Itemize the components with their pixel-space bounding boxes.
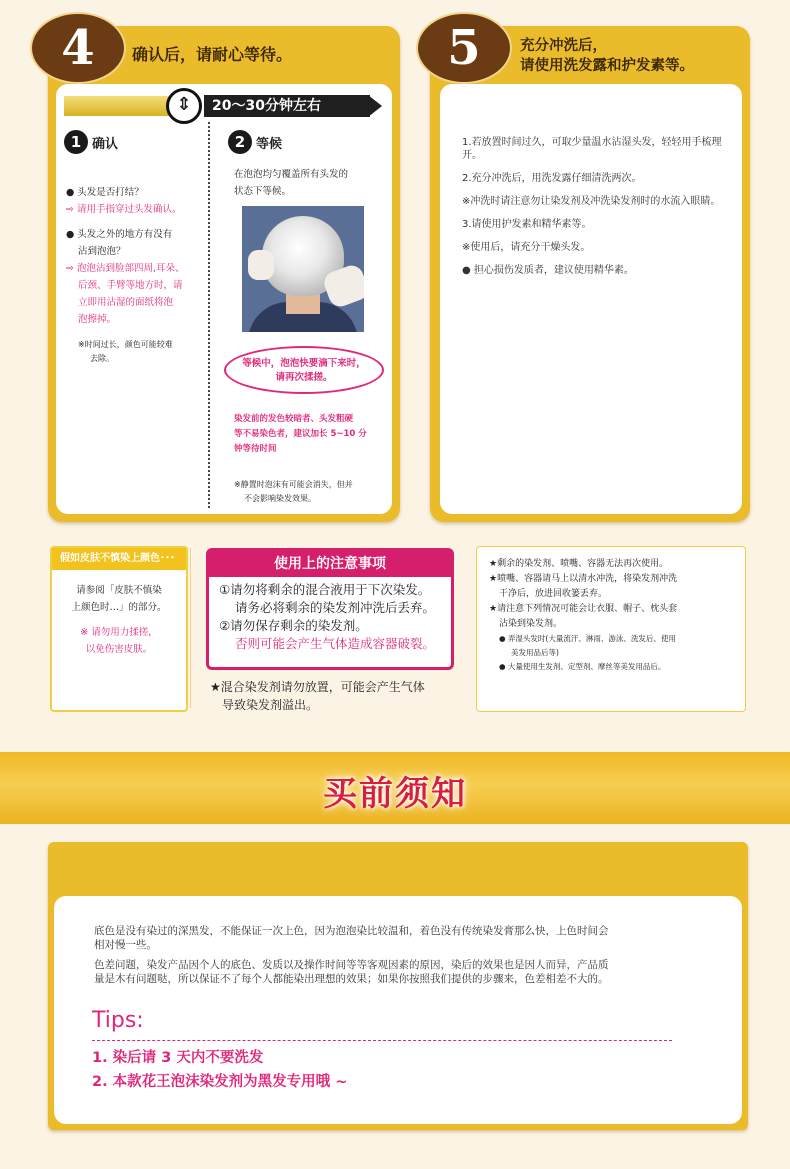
wait-pink-l3: 钟等待时间 [234,444,277,454]
skin-warning-box [50,546,188,712]
confirm-q2-l2: 沾到泡泡？ [78,246,126,257]
step5-badge: 5 [418,14,510,82]
tip-1: 1. 染后请 3 天内不要洗发 [92,1050,264,1066]
extra-s2: 美发用品后等) [511,648,559,657]
timer-arrow [368,95,382,117]
tip-2: 2. 本款花王泡沫染发剂为黑发专用哦 ~ [92,1074,348,1090]
usage-notice-l3: ②请勿保存剩余的染发剂。 [219,618,368,633]
usage-notice-foot [210,678,470,714]
usage-notice-head: 使用上的注意事项 [209,551,451,577]
step5-item-4: 3.请使用护发素和精华素等。 [462,219,592,230]
usage-foot-l1: ★混合染发剂请勿放置，可能会产生气体 [210,680,425,694]
step5-item-2: 2.充分冲洗后，用洗发露仔细清洗两次。 [462,173,642,184]
wait-desc [234,166,384,200]
skin-warning-p2: 以免伤害皮肤。 [85,644,153,655]
number-1-icon: 1 [64,130,88,154]
step5-list [462,136,730,277]
banner-title: 买前须知 [323,774,467,814]
confirm-a2-l1: ⇨ 泡泡沾到脸部四周,耳朵、 [66,263,185,274]
pre-purchase-text [94,924,724,986]
p2-l2: 量是木有问题哒，所以保证不了每个人都能染出理想的效果；如果你按照我们提供的步骤来，色差相差不大的。 [94,973,609,985]
extra-l1: ★剩余的染发剂、喷嘴、容器无法再次使用。 [489,559,669,569]
wait-pink-note [234,412,384,457]
step4-badge: 4 [32,14,124,82]
wait-note-l2: 不会影响染发效果。 [244,494,316,503]
confirm-heading [64,130,118,154]
wait-title: 等候 [256,136,283,152]
confirm-a2-l4: 泡擦掉。 [78,314,117,325]
reminder-bubble [224,346,384,394]
p1-l2: 相对慢一些。 [94,939,157,951]
p2-l1: 色差问题，染发产品因个人的底色、发质以及操作时间等等客观因素的原因，染后的效果也是因人而异，产品质 [94,959,609,971]
bubble-l2: 请再次揉搓。 [275,372,333,383]
confirm-q1: ● 头发是否打结？ [66,187,144,198]
skin-warning-p1: ※ 请勿用力揉搓， [80,627,158,638]
glove-hand-left [248,250,274,280]
duration-label: 20～30分钟左右 [204,95,370,117]
usage-notice-l2: 请务必将剩余的染发剂冲洗后丢弃。 [235,600,436,615]
tips-label: Tips: [92,1008,144,1033]
extra-notes-box [476,546,746,712]
foam-hair-photo [242,206,364,332]
step4-title: 确认后，请耐心等待。 [132,45,293,64]
extra-l2: ★喷嘴、容器请马上以清水冲洗，将染发剂冲洗 [489,574,678,584]
extra-s1: ● 弄湿头发时(大量流汗、淋雨、游泳、洗发后、使用 [499,634,676,643]
p1-l1: 底色是没有染过的深黑发，不能保证一次上色，因为泡泡染比较温和，着色没有传统染发膏那么快，上色时间会 [94,925,609,937]
step5-item-6: ● 担心损伤发质者，建议使用精华素。 [462,265,634,276]
confirm-a2-l2: 后颈、手臂等地方时，请 [78,280,183,291]
extra-l5: 沾染到染发剂。 [499,619,563,629]
tips-list [92,1046,347,1094]
wait-note [234,478,384,506]
wait-note-l1: ※静置时泡沫有可能会消失，但并 [234,480,353,489]
extra-s3: ● 大量使用生发剂、定型剂、摩丝等美发用品后。 [499,662,666,671]
confirm-q2-l1: ● 头发之外的地方有没有 [66,229,173,240]
wait-pink-l2: 等不易染色者，建议加长 5~10 分 [234,429,367,439]
step5-item-5: ※使用后，请充分干燥头发。 [462,242,591,253]
skin-warning-l1: 请参阅「皮肤不慎染 [76,585,162,596]
step5-title [520,36,694,76]
extra-l3: 干净后，放进回收篓丢弃。 [499,589,608,599]
wait-heading [228,130,282,154]
confirm-note-l1: ※时间过长，颜色可能较难 [78,340,173,349]
step5-title-l2: 请使用洗发露和护发素等。 [520,58,694,74]
hourglass-icon: ⇕ [166,88,202,124]
number-2-icon: 2 [228,130,252,154]
usage-notice-l1: ①请勿将剩余的混合液用于下次染发。 [219,582,431,597]
usage-foot-l2: 导致染发剂溢出。 [222,698,319,712]
confirm-title: 确认 [92,136,119,152]
wait-desc-l2: 状态下等候。 [234,186,292,197]
skin-warning-l2: 上颜色时…」的部分。 [71,602,167,613]
tips-divider [92,1040,672,1041]
timer-bar [64,96,174,116]
section2-divider [190,548,191,708]
wait-pink-l1: 染发前的发色较暗者、头发粗硬 [234,414,354,424]
usage-notice-l4: 否则可能会产生气体造成容器破裂。 [235,636,436,651]
wait-desc-l1: 在泡泡均匀覆盖所有头发的 [234,169,349,180]
usage-notice-box [206,548,454,670]
step5-title-l1: 充分冲洗后， [520,38,607,54]
confirm-text [66,184,202,366]
skin-warning-head: 假如皮肤不慎染上颜色･･･ [52,548,186,570]
confirm-a2-l3: 立即用沾湿的面纸将泡 [78,297,174,308]
step5-item-3: ※冲洗时请注意勿让染发剂及冲洗染发剂时的水流入眼睛。 [462,196,721,207]
confirm-a1: ⇨ 请用手指穿过头发确认。 [66,204,182,215]
extra-l4: ★请注意下列情况可能会让衣服、帽子、枕头套 [489,604,678,614]
confirm-note-l2: 去除。 [90,354,114,363]
bubble-l1: 等候中，泡泡快要滴下来时， [242,358,366,369]
step5-item-1: 1.若放置时间过久，可取少量温水沾湿头发，轻轻用手梳理开。 [462,137,722,161]
column-divider [208,122,210,508]
